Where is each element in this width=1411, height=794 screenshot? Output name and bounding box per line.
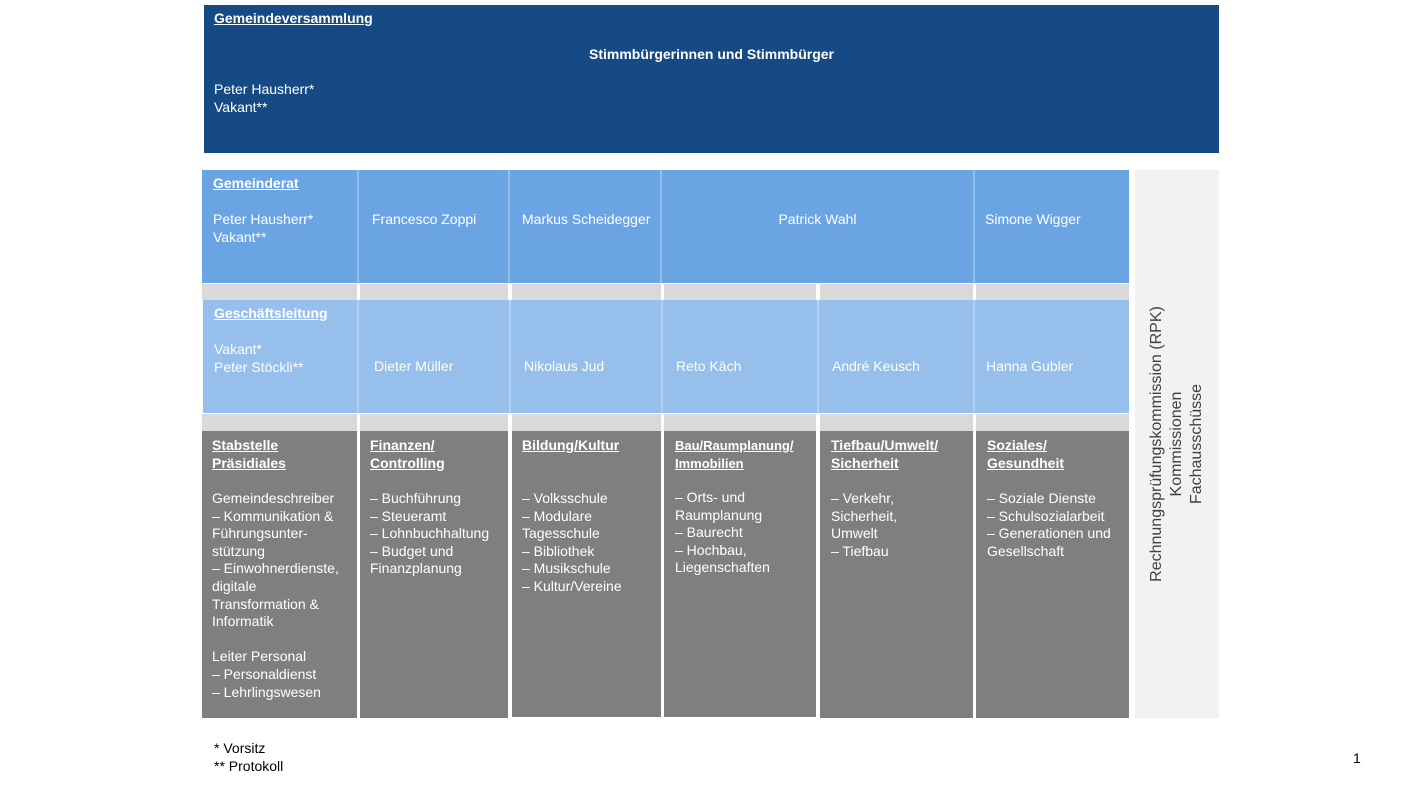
department-column bbox=[976, 431, 1129, 718]
council-member: Francesco Zoppi bbox=[372, 211, 477, 227]
gap-cell bbox=[360, 284, 508, 300]
gap-cell bbox=[976, 414, 1129, 431]
management-member: Dieter Müller bbox=[374, 358, 454, 374]
management-member: Reto Käch bbox=[676, 358, 742, 374]
management-divider bbox=[357, 300, 359, 413]
management-member: Nikolaus Jud bbox=[524, 358, 605, 374]
gap-cell bbox=[664, 414, 816, 431]
department-title: Tiefbau/Umwelt/ Sicherheit bbox=[831, 437, 939, 471]
department-items: – Orts- und Raumplanung – Baurecht – Hochbau, Liegenschaften bbox=[675, 489, 770, 576]
gap-cell bbox=[820, 414, 973, 431]
gap-cell bbox=[664, 284, 816, 300]
council-member: Simone Wigger bbox=[985, 211, 1081, 227]
assembly-subtitle: Stimmbürgerinnen und Stimmbürger bbox=[588, 46, 834, 62]
management-divider bbox=[661, 300, 663, 413]
management-band bbox=[203, 300, 1129, 413]
department-title: Bau/Raumplanung/ Immobilien bbox=[675, 438, 794, 471]
gap-cell bbox=[820, 284, 973, 300]
council-member: Markus Scheidegger bbox=[522, 211, 651, 227]
management-divider bbox=[973, 300, 975, 413]
footnote-protocol: ** Protokoll bbox=[214, 758, 284, 774]
department-title: Finanzen/ Controlling bbox=[370, 437, 445, 471]
gap-cell bbox=[202, 284, 357, 300]
council-divider bbox=[508, 170, 510, 283]
council-divider bbox=[357, 170, 359, 283]
management-member: Hanna Gubler bbox=[986, 358, 1074, 374]
department-items: – Volksschule – Modulare Tagesschule – Bibliothek – Musikschule – Kultur/Vereine bbox=[522, 490, 622, 594]
department-items: – Buchführung – Steueramt – Lohnbuchhaltung – Budget und Finanzplanung bbox=[370, 490, 490, 577]
department-title: Stabstelle Präsidiales bbox=[212, 437, 286, 471]
management-heading: Geschäftsleitung bbox=[214, 305, 328, 321]
gap-cell bbox=[512, 414, 661, 431]
gap-cell bbox=[512, 284, 661, 300]
page-number: 1 bbox=[1353, 750, 1361, 766]
gap-cell bbox=[360, 414, 508, 431]
assembly-members: Peter Hausherr* Vakant** bbox=[214, 81, 315, 115]
department-items: – Soziale Dienste – Schulsozialarbeit – Generationen und Gesellschaft bbox=[987, 490, 1111, 559]
department-items: Gemeindeschreiber – Kommunikation & Führungsunter- stützung – Einwohnerdienste, digitale Transformation & Informatik Leiter Personal – Personaldienst – Lehrlingswesen bbox=[212, 490, 339, 700]
department-column bbox=[820, 431, 973, 718]
council-divider bbox=[973, 170, 975, 283]
department-title: Bildung/Kultur bbox=[522, 437, 620, 453]
gap-cell bbox=[202, 414, 357, 431]
council-heading: Gemeinderat bbox=[213, 175, 299, 191]
management-member: André Keusch bbox=[832, 358, 920, 374]
department-items: – Verkehr, Sicherheit, Umwelt – Tiefbau bbox=[831, 490, 898, 559]
rpk-label: Rechnungsprüfungskommission (RPK) Kommissionen Fachausschüsse bbox=[1148, 306, 1205, 582]
assembly-heading: Gemeindeversammlung bbox=[214, 10, 373, 26]
footnote-chair: * Vorsitz bbox=[214, 740, 266, 756]
management-divider bbox=[817, 300, 819, 413]
management-divider bbox=[509, 300, 511, 413]
council-member: Peter Hausherr* Vakant** bbox=[213, 211, 314, 245]
council-member: Patrick Wahl bbox=[778, 211, 857, 227]
department-title: Soziales/ Gesundheit bbox=[987, 437, 1065, 471]
gap-cell bbox=[976, 284, 1129, 300]
management-member: Vakant* Peter Stöckli** bbox=[214, 341, 304, 375]
